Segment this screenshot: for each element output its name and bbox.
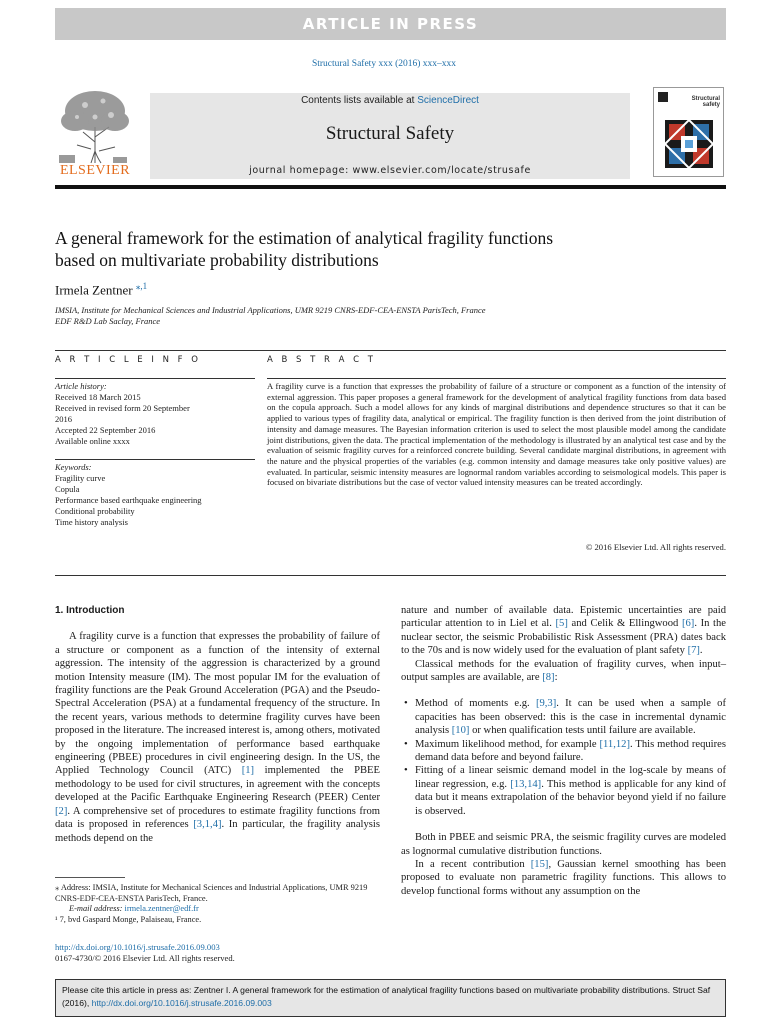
- keywords-label: Keywords:: [55, 462, 92, 472]
- reference-link[interactable]: [7]: [687, 645, 700, 657]
- section-heading-introduction: 1. Introduction: [55, 605, 125, 616]
- email-label: E-mail address:: [69, 904, 125, 913]
- issn-copyright: 0167-4730/© 2016 Elsevier Ltd. All rights reserved.: [55, 953, 235, 963]
- keyword: Fragility curve: [55, 473, 106, 483]
- text-run: , Gaussian kernel smoothing has been proposed to evaluate non parametric fragility functions. This allows to develop functional forms without any assumption on the: [401, 858, 726, 897]
- text-run: . In particular, the fragility analysis methods depend on the: [55, 819, 380, 844]
- text-run: . In the nuclear sector, the seismic Probabilistic Risk Assessment (PRA) dates back to the 70s and is now widely used for the evaluation of plant safety: [401, 618, 727, 657]
- text-run: or when qualification tests until failure are available.: [469, 725, 696, 737]
- right-column: [401, 604, 726, 898]
- keyword: Performance based earthquake engineering: [55, 495, 202, 505]
- online-date: Available online xxxx: [55, 436, 130, 446]
- reference-link[interactable]: [1]: [241, 765, 255, 777]
- contents-label: Contents lists available at: [301, 95, 418, 106]
- affiliation-1: IMSIA, Institute for Mechanical Sciences and Industrial Applications, UMR 9219 CNRS-EDF-CEA-ENSTA ParisTech, France: [55, 305, 486, 315]
- text-run: and Celik & Ellingwood: [567, 618, 682, 630]
- accepted-date: Accepted 22 September 2016: [55, 425, 156, 435]
- journal-header-box: [150, 93, 630, 179]
- paragraph-kernel-smoothing: [401, 858, 726, 898]
- reference-link[interactable]: [3,1,4]: [193, 819, 222, 831]
- article-title-line1: A general framework for the estimation of analytical fragility functions: [55, 228, 554, 248]
- author: [55, 281, 147, 298]
- info-divider-1: [55, 378, 255, 379]
- text-run: :: [554, 672, 558, 684]
- article-title: [55, 227, 675, 271]
- elsevier-tree-icon: [55, 87, 135, 165]
- reference-link[interactable]: [11,12]: [599, 738, 630, 750]
- text-run: In a recent contribution: [415, 858, 531, 870]
- contents-line: [150, 95, 630, 106]
- text-run: Maximum likelihood method, for example: [415, 738, 600, 750]
- abstract-text: A fragility curve is a function that expresses the probability of failure of a structure or component as a function of the intensity of external aggression. This paper proposes a general framework for the development of analytical fragility functions from data based on the copula approach. Such a model allows for any kinds of marginal distributions and dependence structures so that it can be applied to various types of fragility data, analytical or empirical. The fragility function is then derived from the joint distribution of intensity and damage measures. The Bayesian information criterion is used to select the most plausible model among the candidate joint distributions, given the data. The practical implementation of the methodology is illustrated by an analytical test case and by the evaluation of seismic fragility curves for a reinforced concrete building. Several candidate marginal distributions, in agreement with the nature and the physical properties of the variables (e.g. common intensity and damage measures take only positive values) are evaluated. In particular, seismic intensity measures are lognormal random variables according to seismological models. This paper is focused on bivariate distributions but the case of vector valued intensity measures can be treated accordingly.: [267, 381, 726, 488]
- affiliations: [55, 305, 486, 327]
- footnote-divider: [55, 877, 125, 878]
- text-run: . This method is applicable for any kind of data but it means extrapolation of the behavior beyond yield if no failure is observed.: [415, 778, 727, 817]
- reference-link[interactable]: [5]: [555, 618, 568, 630]
- reference-link[interactable]: [9,3]: [535, 698, 557, 710]
- history-label: Article history:: [55, 381, 107, 391]
- abstract-divider: [267, 378, 726, 379]
- text-run: Fitting of a linear seismic demand model in the log-scale by means of linear regression, e.g.: [415, 765, 726, 790]
- article-in-press-banner: ARTICLE IN PRESS: [55, 8, 726, 40]
- keyword: Time history analysis: [55, 517, 128, 527]
- reference-link[interactable]: [13,14]: [510, 778, 542, 790]
- text-run: . A comprehensive set of procedures to estimate fragility functions from data is proposed in references: [55, 805, 380, 831]
- doi-link[interactable]: http://dx.doi.org/10.1016/j.strusafe.2016.09.003: [55, 942, 220, 952]
- cite-doi-link[interactable]: http://dx.doi.org/10.1016/j.strusafe.2016.09.003: [91, 998, 272, 1008]
- list-item: [401, 764, 726, 818]
- text-run: .: [699, 645, 703, 657]
- author-footnote-marks[interactable]: ⁎,1: [135, 281, 148, 291]
- abstract-copyright: © 2016 Elsevier Ltd. All rights reserved.: [585, 542, 726, 552]
- text-run: . This method requires demand data before and beyond failure.: [415, 738, 726, 764]
- text-run: Classical methods for the evaluation of fragility curves, when input–output samples are available, are: [401, 658, 726, 684]
- reference-link[interactable]: [6]: [681, 618, 695, 630]
- paragraph-epistemic: [401, 604, 726, 658]
- journal-citation-link[interactable]: Structural Safety xxx (2016) xxx–xxx: [311, 59, 457, 69]
- elsevier-logo[interactable]: [55, 87, 143, 181]
- text-run: A fragility curve is a function that expresses the probability of failure of a structure or component as a function of the intensity of external aggression. The intensity of the aggression is characterized by a ground motion Intensity measure (IM). The most popular IM for the evaluation of fragility functions are the Peak Ground Acceleration (PGA) and the Pseudo-Spectral Acceleration (PSA) at a fundamental frequency of the structure. In the recent years, various methods to determine fragility curves have been proposed in the literature. The increased interest is, among others, motivated by the ongoing implementation of performance based earthquake engineering (PBEE) procedures in civil engineering design. In the US, the Applied Technology Council (ATC): [55, 631, 380, 777]
- cite-this-article-box: [55, 979, 726, 1017]
- text-run: Method of moments e.g.: [415, 698, 536, 710]
- text-run: nature and number of available data. Epistemic uncertainties are paid particular attention to in Liel et al.: [401, 605, 726, 630]
- reference-link[interactable]: [2]: [55, 805, 68, 817]
- footnote-1: ¹ 7, bvd Gaspard Monge, Palaiseau, France.: [55, 914, 202, 924]
- list-item: [401, 738, 726, 765]
- footnotes: [55, 883, 380, 925]
- left-column: [55, 604, 380, 845]
- intro-paragraph-1: [55, 630, 380, 845]
- revised-date-line1: Received in revised form 20 September: [55, 403, 190, 413]
- author-name[interactable]: Irmela Zentner: [55, 282, 133, 298]
- header-divider: [55, 185, 726, 189]
- cite-text: Please cite this article in press as: Zentner I. A general framework for the estimation of analytical fragility functions based on multivariate probability distributions. Struct Saf (2016),: [62, 985, 711, 1008]
- paragraph-lognormal: Both in PBEE and seismic PRA, the seismic fragility curves are modeled as lognormal cumulative distribution functions.: [401, 832, 726, 857]
- keyword: Conditional probability: [55, 506, 135, 516]
- text-run: . It can be used when a sample of capacities has been observed: this is the case in incremental dynamic analysis: [415, 698, 726, 737]
- reference-link[interactable]: [15]: [530, 858, 549, 870]
- elsevier-wordmark: ELSEVIER: [59, 163, 131, 178]
- footnote-address: ⁎ Address: IMSIA, Institute for Mechanical Sciences and Industrial Applications, UMR 9219 CNRS-EDF-CEA-ENSTA ParisTech, France.: [55, 883, 368, 903]
- article-info-heading: A R T I C L E I N F O: [55, 355, 201, 365]
- journal-homepage[interactable]: journal homepage: www.elsevier.com/locate/strusafe: [249, 165, 531, 176]
- abstract-bottom-divider: [55, 575, 726, 576]
- keyword: Copula: [55, 484, 80, 494]
- info-divider-2: [55, 459, 255, 460]
- article-title-line2: based on multivariate probability distributions: [55, 250, 379, 270]
- received-date: Received 18 March 2015: [55, 392, 141, 402]
- text-run: implemented the PBEE methodology to be used for civil structures, in agreement with the concepts developed at the Pacific Earthquake Engineering Research (PEER) Center: [55, 765, 380, 804]
- methods-list: [401, 697, 726, 818]
- article-history: [55, 381, 255, 447]
- affiliation-2: EDF R&D Lab Saclay, France: [55, 316, 161, 326]
- cover-title-line2: safety: [702, 102, 720, 108]
- revised-date-line2: 2016: [55, 414, 72, 424]
- cover-title: [684, 96, 720, 108]
- cover-title-line1: Structural: [691, 96, 720, 102]
- footnote-email: [55, 904, 380, 915]
- email-link[interactable]: irmela.zentner@edf.fr: [124, 904, 199, 913]
- sciencedirect-link[interactable]: ScienceDirect: [417, 95, 479, 106]
- doi-block: [55, 942, 235, 964]
- section-divider-top: [55, 350, 726, 351]
- paragraph-classical-methods: [401, 658, 726, 685]
- reference-link[interactable]: [8]: [542, 672, 555, 684]
- list-item: [401, 697, 726, 737]
- journal-masthead: [55, 87, 726, 181]
- abstract-heading: A B S T R A C T: [267, 355, 376, 365]
- keywords-block: [55, 462, 255, 528]
- journal-cover-thumbnail[interactable]: [653, 87, 724, 177]
- journal-title: Structural Safety: [325, 123, 455, 144]
- reference-link[interactable]: [10]: [451, 725, 470, 737]
